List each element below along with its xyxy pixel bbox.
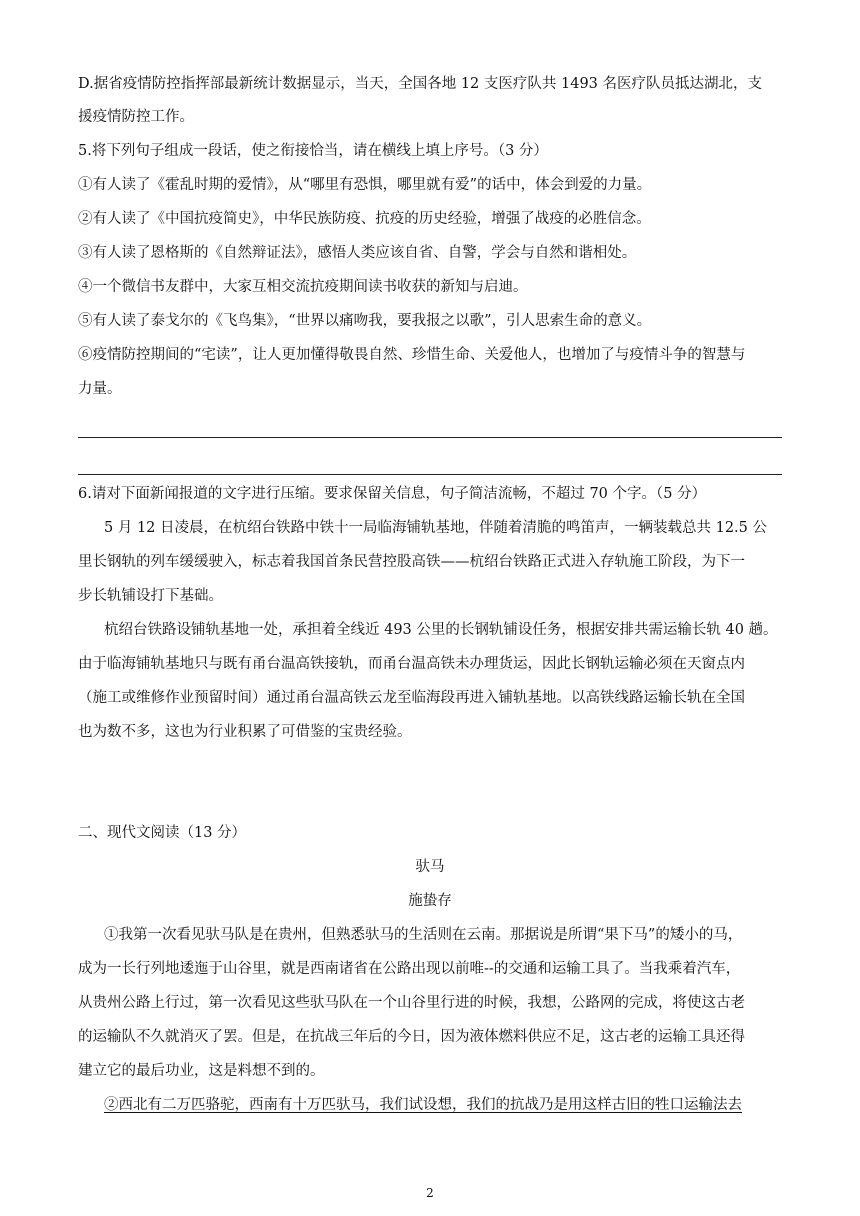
- q5-item-1: ①有人读了《霍乱时期的爱情》，从“哪里有恐惧，哪里就有爱”的话中，体会到爱的力量。: [78, 177, 652, 193]
- answer-line-2[interactable]: [78, 474, 782, 475]
- news-p1-line-2: 里长钢轨的列车缓缓驶入，标志着我国首条民营控股高铁——杭绍台铁路正式进入存轨施工阶段，为下一: [78, 554, 745, 570]
- news-p2-line-4: 也为数不多，这也为行业积累了可借鉴的宝贵经验。: [78, 724, 412, 740]
- article-p1-line-2: 成为一长行列地逶迤于山谷里，就是西南诸省在公路出现以前唯--的交通和运输工具了。当我乘着汽车，: [78, 961, 741, 977]
- article-p1-line-4: 的运输队不久就消灭了罢。但是，在抗战三年后的今日，因为液体燃料供应不足，这古老的运输工具还得: [78, 1029, 745, 1045]
- q5-item-3: ③有人读了恩格斯的《自然辩证法》，感悟人类应该自省、自警，学会与自然和谐相处。: [78, 245, 637, 261]
- option-d-line-1: D.据省疫情防控指挥部最新统计数据显示，当天，全国各地 12 支医疗队共 1493 名医疗队员抵达湖北，支: [78, 76, 763, 92]
- question-5-stem: 5.将下列句子组成一段话，使之衔接恰当，请在横线上填上序号。（3 分）: [78, 143, 548, 159]
- q5-item-2: ②有人读了《中国抗疫简史》，中华民族防疫、抗疫的历史经验，增强了战疫的必胜信念。: [78, 211, 651, 227]
- question-6-stem: 6.请对下面新闻报道的文字进行压缩。要求保留关信息，句子简洁流畅，不超过 70 个字。（5 分）: [78, 486, 707, 502]
- q5-item-5: ⑤有人读了泰戈尔的《飞鸟集》，“世界以痛吻我，要我报之以歌”，引人思索生命的意义。: [78, 313, 652, 329]
- article-p1-line-3: 从贵州公路上行过，第一次看见这些驮马队在一个山谷里行进的时候，我想，公路网的完成，将使这古老: [78, 995, 745, 1011]
- news-p2-line-3: （施工或维修作业预留时间）通过甬台温高铁云龙至临海段再进入铺轨基地。以高铁线路运输长轨在全国: [78, 690, 745, 706]
- option-d-line-2: 援疫情防控工作。: [78, 109, 194, 125]
- news-p1-line-1: 5 月 12 日凌晨，在杭绍台铁路中铁十一局临海铺轨基地，伴随着清脆的鸣笛声，一辆装载总共 12.5 公: [104, 520, 768, 536]
- news-p2-line-2: 由于临海铺轨基地只与既有甬台温高铁接轨，而甬台温高铁未办理货运，因此长钢轨运输必须在天窗点内: [78, 656, 745, 672]
- q5-item-6: ⑥疫情防控期间的“宅读”，让人更加懂得敬畏自然、珍惜生命、关爱他人，也增加了与疫情斗争的智慧与: [78, 347, 746, 363]
- article-p2-underlined: ②西北有二万匹骆驼，西南有十万匹驮马，我们试设想，我们的抗战乃是用这样古旧的牲口运输法去: [104, 1097, 742, 1113]
- news-p1-line-3: 步长轨铺设打下基础。: [78, 588, 223, 604]
- page-number: 2: [426, 1186, 434, 1200]
- q5-item-6-continued: 力量。: [78, 381, 122, 397]
- q5-item-4: ④一个微信书友群中，大家互相交流抗疫期间读书收获的新知与启迪。: [78, 279, 528, 295]
- article-author: 施蛰存: [408, 893, 452, 909]
- article-title: 驮马: [415, 859, 445, 875]
- article-p1-line-5: 建立它的最后功业，这是料想不到的。: [78, 1063, 325, 1079]
- answer-line-1[interactable]: [78, 437, 782, 438]
- article-p1-line-1: ①我第一次看见驮马队是在贵州，但熟悉驮马的生活则在云南。那据说是所谓“果下马”的矮小的马，: [104, 927, 743, 943]
- news-p2-line-1: 杭绍台铁路设铺轨基地一处，承担着全线近 493 公里的长钢轨铺设任务，根据安排共需运输长轨 40 趟。: [104, 622, 778, 638]
- section-heading: 二、现代文阅读（13 分）: [78, 825, 247, 841]
